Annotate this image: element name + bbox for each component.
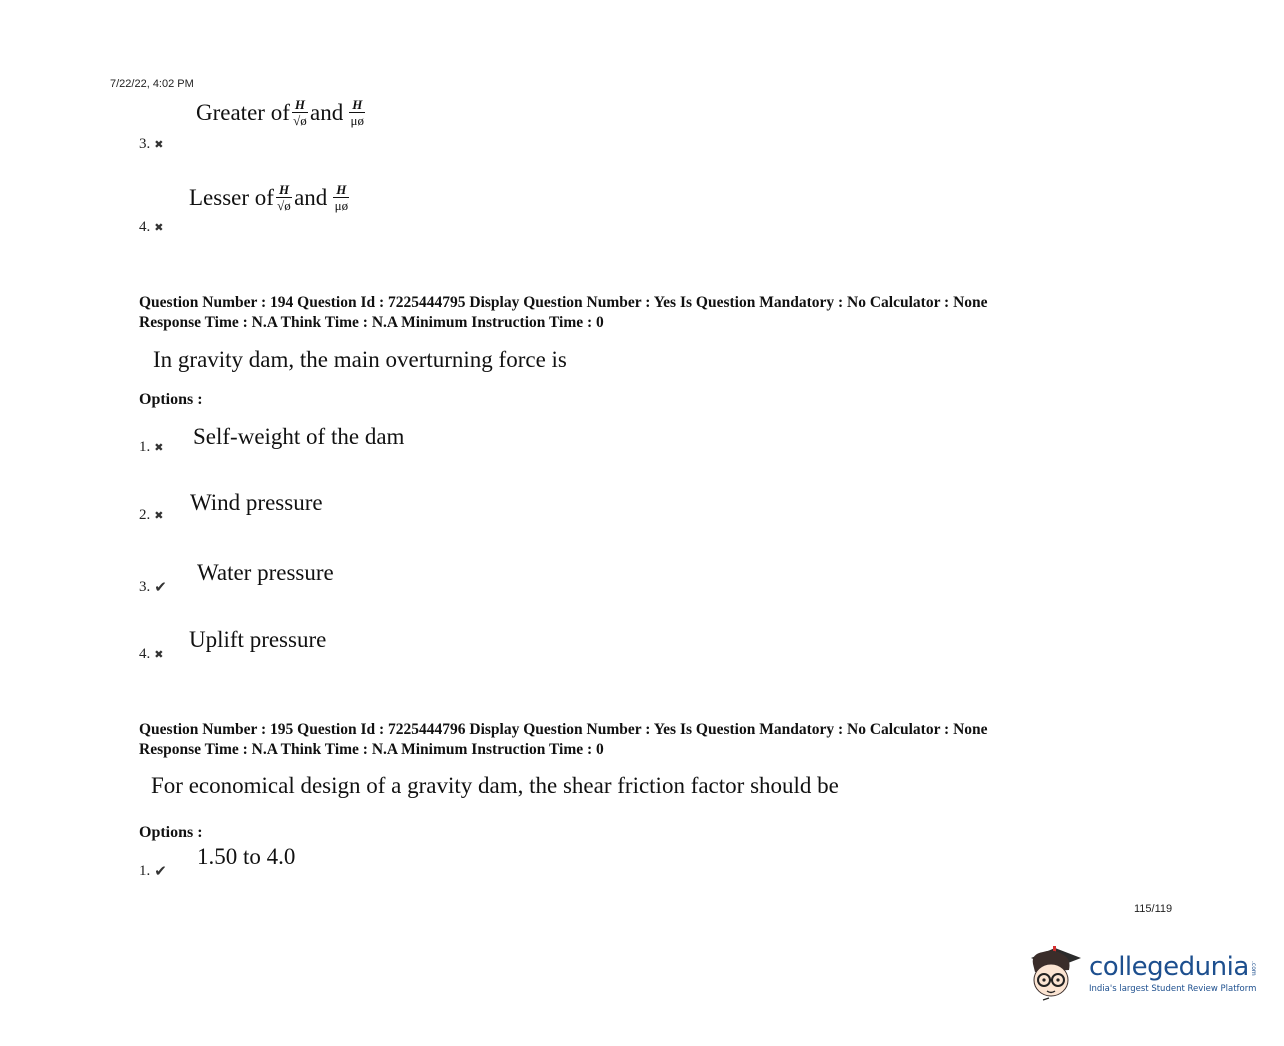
option-number: 4.: [139, 219, 151, 235]
fraction: [333, 183, 349, 213]
option-number: 3.: [139, 578, 151, 595]
prev-option-4-number: [139, 219, 163, 236]
prev-option-3-text: [196, 98, 367, 128]
option-number: 4.: [139, 646, 151, 662]
option-number: 1.: [139, 862, 151, 879]
prev-option-4-conj: and: [294, 185, 328, 210]
logo-suffix: .com: [1249, 960, 1257, 976]
cross-icon: ✖: [154, 648, 164, 661]
question-194-text: In gravity dam, the main overturning force is: [153, 347, 567, 372]
fraction: [292, 98, 308, 128]
prev-option-4-text: [189, 183, 351, 213]
question-meta-line: Question Number : 195 Question Id : 7225444796 Display Question Number : Yes Is Question Mandatory : No Calculator : None: [139, 721, 988, 738]
question-meta-line: Response Time : N.A Think Time : N.A Minimum Instruction Time : 0: [139, 313, 604, 331]
prev-option-3-number: [139, 136, 163, 153]
check-icon: ✔: [154, 578, 167, 596]
question-meta-line: Response Time : N.A Think Time : N.A Minimum Instruction Time : 0: [139, 740, 604, 758]
check-icon: ✔: [154, 862, 167, 880]
prev-option-3-prefix: Greater of: [196, 100, 290, 125]
fraction-denominator: μø: [334, 198, 349, 213]
q194-option-4-text: Uplift pressure: [189, 627, 327, 652]
logo-tagline: India's largest Student Review Platform: [1089, 983, 1257, 994]
options-label: Options :: [139, 391, 203, 408]
q194-option-2-text: Wind pressure: [190, 490, 323, 515]
q194-option-1-text: Self-weight of the dam: [193, 424, 405, 449]
question-meta-line: Question Number : 194 Question Id : 7225444795 Display Question Number : Yes Is Question Mandatory : No Calculator : None: [139, 294, 988, 311]
mascot-icon: [1025, 942, 1083, 1004]
fraction-numerator: H: [292, 98, 308, 113]
logo-text: [1089, 953, 1257, 994]
options-label: Options :: [139, 824, 203, 841]
q195-option-1-number: [139, 862, 167, 880]
print-timestamp: 7/22/22, 4:02 PM: [110, 78, 194, 90]
fraction-denominator: √ø: [277, 198, 291, 213]
cross-icon: ✖: [154, 441, 164, 454]
question-195-meta: [139, 720, 988, 759]
fraction-numerator: H: [276, 183, 292, 198]
fraction: [276, 183, 292, 213]
cross-icon: ✖: [154, 138, 164, 151]
option-number: 1.: [139, 439, 151, 455]
fraction-numerator: H: [333, 183, 349, 198]
q194-option-3-text: Water pressure: [197, 560, 334, 585]
q195-option-1-text: 1.50 to 4.0: [197, 844, 296, 869]
logo-name: collegedunia: [1089, 951, 1249, 982]
page-number: 115/119: [1134, 903, 1173, 915]
fraction-denominator: √ø: [293, 113, 307, 128]
fraction-numerator: H: [349, 98, 365, 113]
q194-option-2-number: [139, 507, 163, 524]
option-number: 3.: [139, 136, 151, 152]
q194-option-3-number: [139, 578, 167, 596]
q194-option-4-number: [139, 646, 163, 663]
collegedunia-logo: [1025, 942, 1257, 1004]
fraction: [349, 98, 365, 128]
q194-option-1-number: [139, 439, 163, 456]
option-number: 2.: [139, 507, 151, 523]
cross-icon: ✖: [154, 221, 164, 234]
prev-option-4-prefix: Lesser of: [189, 185, 274, 210]
prev-option-3-conj: and: [309, 100, 344, 125]
question-195-text: For economical design of a gravity dam, the shear friction factor should be: [151, 773, 839, 798]
fraction-denominator: μø: [350, 113, 364, 128]
cross-icon: ✖: [154, 509, 164, 522]
question-194-meta: [139, 293, 988, 332]
